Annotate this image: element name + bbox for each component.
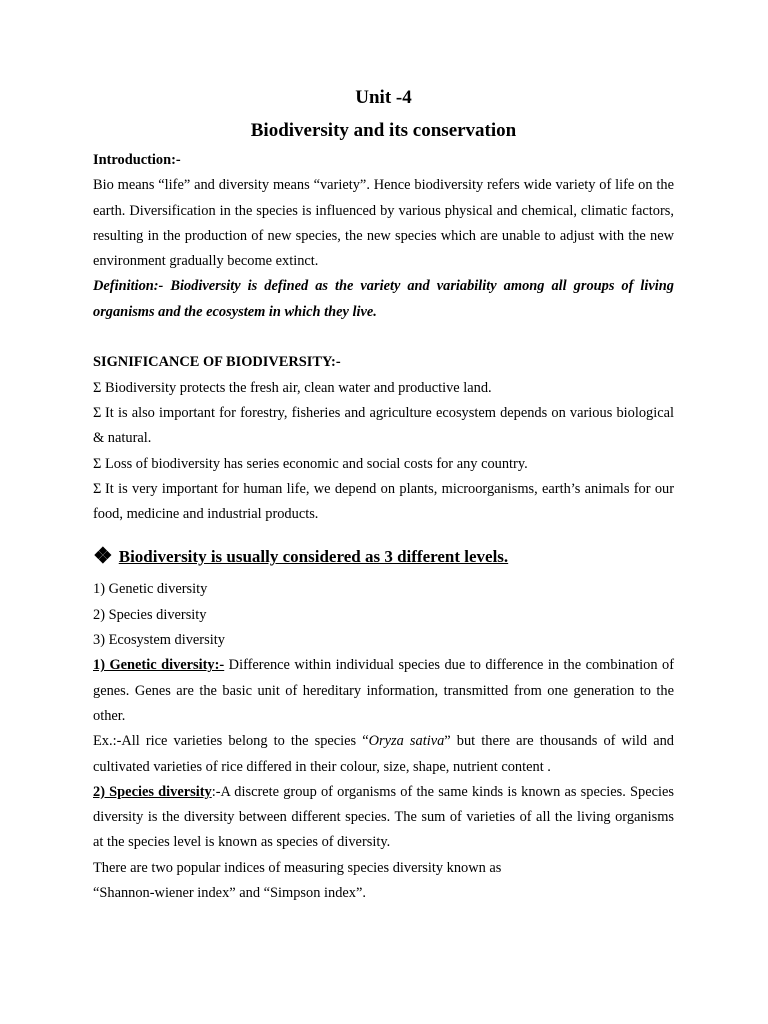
species-name: Oryza sativa	[368, 733, 445, 750]
level-item: 1) Genetic diversity	[93, 581, 208, 598]
significance-item	[93, 376, 674, 401]
significance-item-text: It is also important for forestry, fisheries and agriculture ecosystem depends on various biological & natural.	[93, 404, 674, 447]
indices-line: There are two popular indices of measuring species diversity known as	[93, 859, 502, 876]
significance-item	[93, 477, 674, 528]
genetic-diversity-label: 1) Genetic diversity:-	[93, 657, 225, 674]
levels-heading	[93, 544, 674, 569]
significance-heading: SIGNIFICANCE OF BIODIVERSITY:-	[93, 354, 341, 371]
sigma-bullet-icon: Σ	[93, 404, 102, 421]
significance-item-text: It is very important for human life, we depend on plants, microorganisms, earth’s animals for our food, medicine and industrial products.	[93, 480, 674, 523]
indices-line: “Shannon-wiener index” and “Simpson index”.	[93, 885, 366, 902]
level-item: 3) Ecosystem diversity	[93, 632, 225, 649]
unit-title: Unit -4	[355, 87, 412, 108]
introduction-paragraph: Bio means “life” and diversity means “variety”. Hence biodiversity refers wide variety of life on the earth. Diversification in the species is influenced by various physical and chemical, climatic factors, resulting in the production of new species, the new species which are unable to adjust with the new environment gradually become extinct.	[93, 177, 674, 270]
introduction-heading: Introduction:-	[93, 152, 181, 168]
sigma-bullet-icon: Σ	[93, 379, 102, 396]
example-paragraph	[93, 729, 674, 780]
significance-item	[93, 401, 674, 452]
species-diversity-label: 2) Species diversity	[93, 783, 212, 800]
definition-paragraph: Definition:- Biodiversity is defined as the variety and variability among all groups of living organisms and the ecosystem in which they live.	[93, 278, 674, 320]
example-prefix: Ex.:-All rice varieties belong to the species “	[93, 733, 369, 750]
genetic-diversity-text: Difference within individual species due to difference in the combination of genes. Genes are the basic unit of hereditary information, transmitted from one generation to the other.	[93, 657, 674, 724]
diamond-bullet-icon: ❖	[93, 543, 113, 569]
significance-item	[93, 452, 674, 477]
significance-item-text: Loss of biodiversity has series economic and social costs for any country.	[105, 455, 528, 472]
level-item: 2) Species diversity	[93, 606, 207, 623]
genetic-diversity-paragraph	[93, 653, 674, 729]
spacer	[93, 325, 674, 350]
sigma-bullet-icon: Σ	[93, 455, 102, 472]
species-diversity-text: :-A discrete group of organisms of the same kinds is known as species. Species diversity is the diversity between different species. The sum of varieties of all the living organisms at the species level is known as species of diversity.	[93, 783, 674, 851]
example-suffix: ” but there are thousands of wild and cultivated varieties of rice differed in their colour, size, shape, nutrient content .	[93, 733, 674, 775]
levels-heading-text: Biodiversity is usually considered as 3 different levels.	[118, 547, 509, 567]
significance-item-text: Biodiversity protects the fresh air, clean water and productive land.	[105, 379, 492, 396]
species-diversity-paragraph	[93, 780, 674, 856]
document-body	[93, 86, 674, 906]
main-title: Biodiversity and its conservation	[250, 120, 517, 141]
sigma-bullet-icon: Σ	[93, 480, 102, 497]
